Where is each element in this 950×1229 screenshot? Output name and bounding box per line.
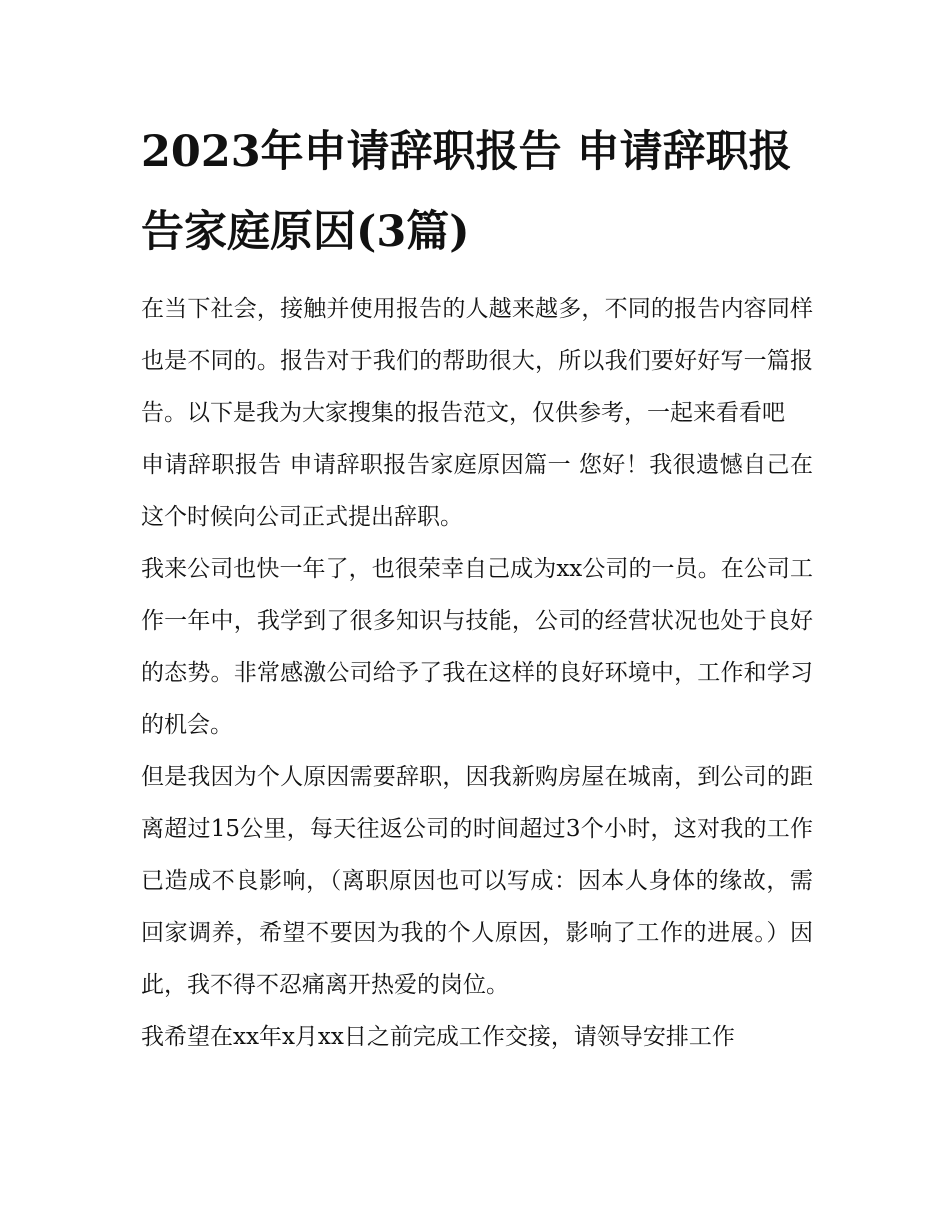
document-title: 2023年申请辞职报告 申请辞职报告家庭原因(3篇) [141, 127, 792, 257]
body-paragraph: 我希望在xx年x月xx日之前完成工作交接，请领导安排工作 [141, 1024, 735, 1050]
document-body [141, 283, 813, 1063]
body-paragraph: 我来公司也快一年了，也很荣幸自己成为xx公司的一员。在公司工作一年中，我学到了很多知识与技能，公司的经营状况也处于良好的态势。非常感激公司给予了我在这样的良好环境中，工作和学习的机会。 [141, 556, 813, 738]
document-page [141, 112, 813, 1063]
intro-paragraph: 在当下社会，接触并使用报告的人越来越多，不同的报告内容同样也是不同的。报告对于我们的帮助很大，所以我们要好好写一篇报告。以下是我为大家搜集的报告范文，仅供参考，一起来看看吧 [141, 296, 813, 426]
section-heading-paragraph: 申请辞职报告 申请辞职报告家庭原因篇一 您好！我很遗憾自己在这个时候向公司正式提出辞职。 [141, 452, 813, 530]
body-paragraph: 但是我因为个人原因需要辞职，因我新购房屋在城南，到公司的距离超过15公里，每天往返公司的时间超过3个小时，这对我的工作已造成不良影响，（离职原因也可以写成：因本人身体的缘故，需回家调养，希望不要因为我的个人原因，影响了工作的进展。）因此，我不得不忍痛离开热爱的岗位。 [141, 764, 813, 998]
